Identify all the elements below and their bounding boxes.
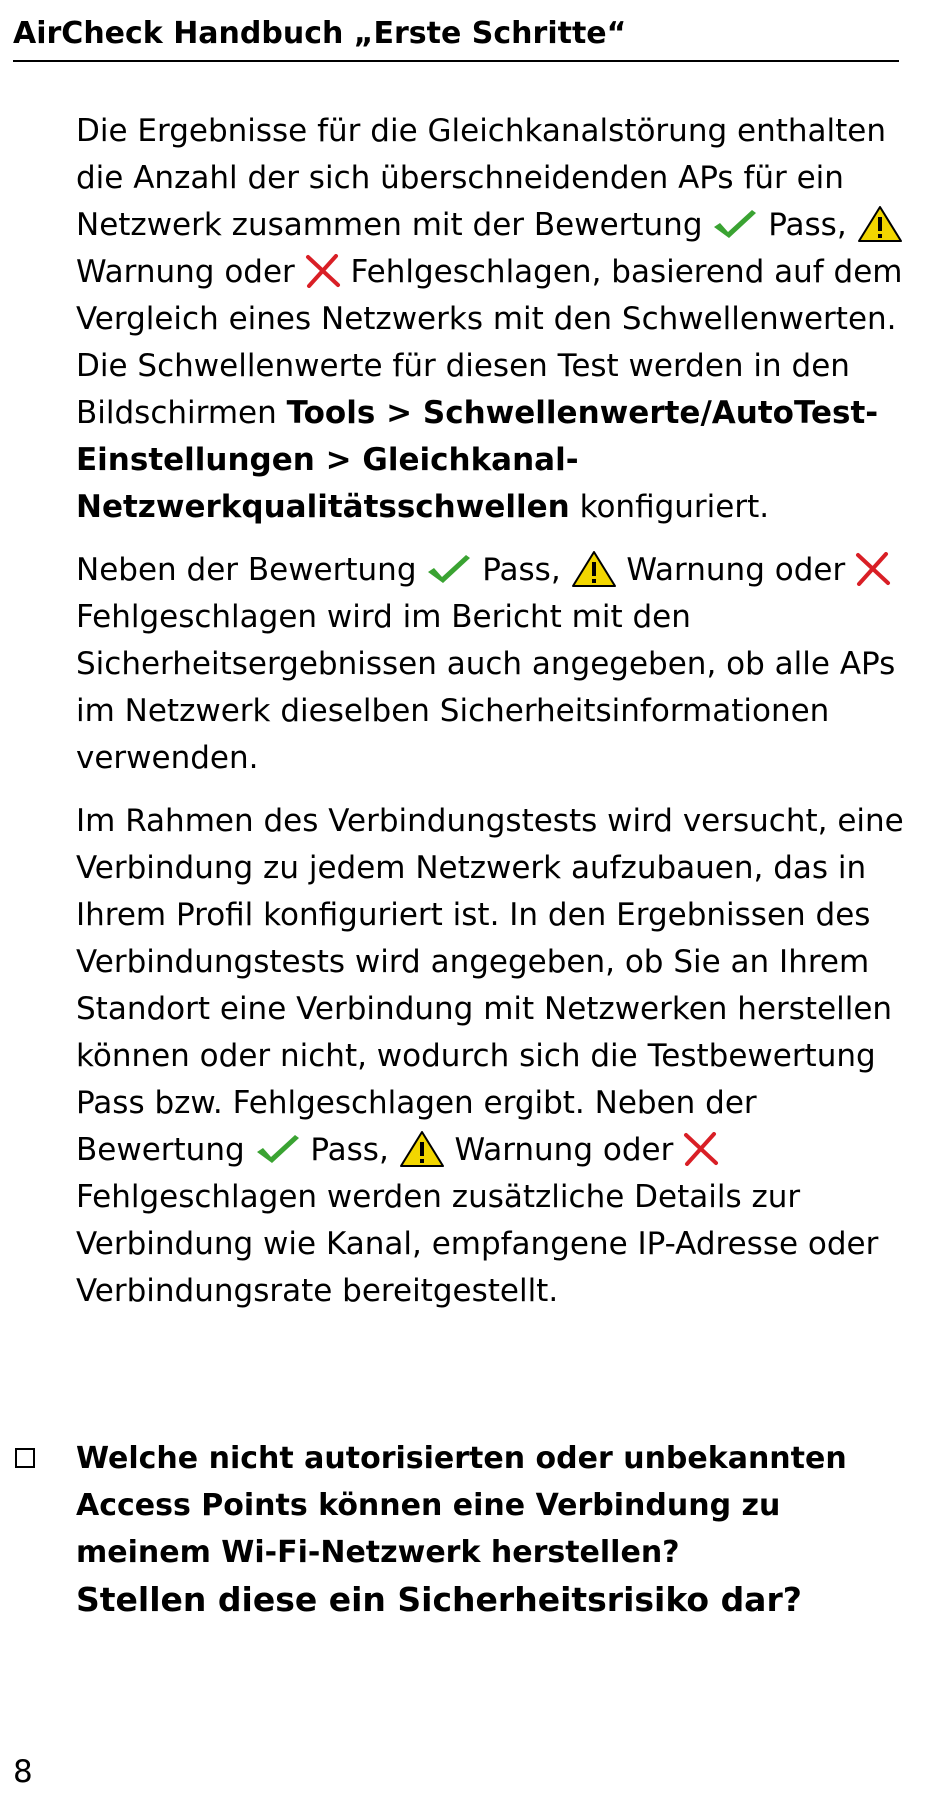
cross-icon (305, 254, 341, 288)
pass-label: Pass, (300, 1132, 399, 1168)
pass-label: Pass, (758, 207, 857, 243)
warning-icon (399, 1130, 445, 1168)
text: konfiguriert. (569, 489, 770, 525)
question-line-2: Stellen diese ein Sicherheitsrisiko dar? (76, 1580, 802, 1619)
warning-label: Warnung oder (616, 552, 856, 588)
fail-label: Fehlgeschlagen, (340, 254, 602, 290)
text: Im Rahmen des Verbindungstests wird versucht, eine Verbindung zu jedem Netzwerk aufzubauen, das in Ihrem Profil konfiguriert ist. In den Ergebnissen des Verbindungstests wird angegeben, ob Sie an Ihrem Standort eine Verbindung mit Netzwerken herstellen können oder nicht, wodurch sich die Testbewertung Pass bzw. Fehlgeschlagen ergibt. Neben der Bewertung (76, 803, 904, 1168)
checkbox-icon (15, 1448, 35, 1468)
text: Fehlgeschlagen wird im Bericht mit den Sicherheitsergebnissen auch angegeben, ob alle APs im Netzwerk dieselben Sicherheitsinformationen verwenden. (76, 599, 896, 776)
paragraph-connection (76, 798, 906, 1315)
text: Fehlgeschlagen werden zusätzliche Details zur Verbindung wie Kanal, empfangene IP-Adresse oder Verbindungsrate bereitgestellt. (76, 1179, 879, 1309)
paragraph-co-channel (76, 108, 906, 531)
page-number: 8 (13, 1754, 33, 1790)
warning-label: Warnung oder (76, 254, 305, 290)
menu-path: Tools > Schwellenwerte/AutoTest-Einstellungen > Gleichkanal-Netzwerkqualitätsschwellen (76, 395, 879, 525)
cross-icon (855, 552, 891, 586)
text: Neben der Bewertung (76, 552, 427, 588)
question-text (76, 1435, 908, 1623)
check-icon (255, 1132, 301, 1166)
question-item (13, 1435, 908, 1623)
check-icon (712, 207, 758, 241)
check-icon (426, 552, 472, 586)
cross-icon (683, 1132, 719, 1166)
warning-icon (571, 550, 617, 588)
paragraph-security (76, 547, 906, 782)
pass-label: Pass, (472, 552, 571, 588)
text: Die Ergebnisse für die Gleichkanalstörung enthalten die Anzahl der sich überschneidenden APs für ein Netzwerk zusammen mit der Bewertung (76, 113, 887, 243)
page-header: AirCheck Handbuch „Erste Schritte“ (13, 14, 899, 62)
text: basierend auf dem Vergleich eines Netzwerks mit den Schwellenwerten. Die Schwellenwerte für diesen Test werden in den Bildschirmen (76, 254, 903, 431)
question-line-1: Welche nicht autorisierten oder unbekannten Access Points können eine Verbindung zu meinem Wi-Fi-Netzwerk herstellen? (76, 1441, 847, 1570)
warning-icon (857, 205, 903, 243)
warning-label: Warnung oder (444, 1132, 684, 1168)
content (76, 108, 906, 1331)
